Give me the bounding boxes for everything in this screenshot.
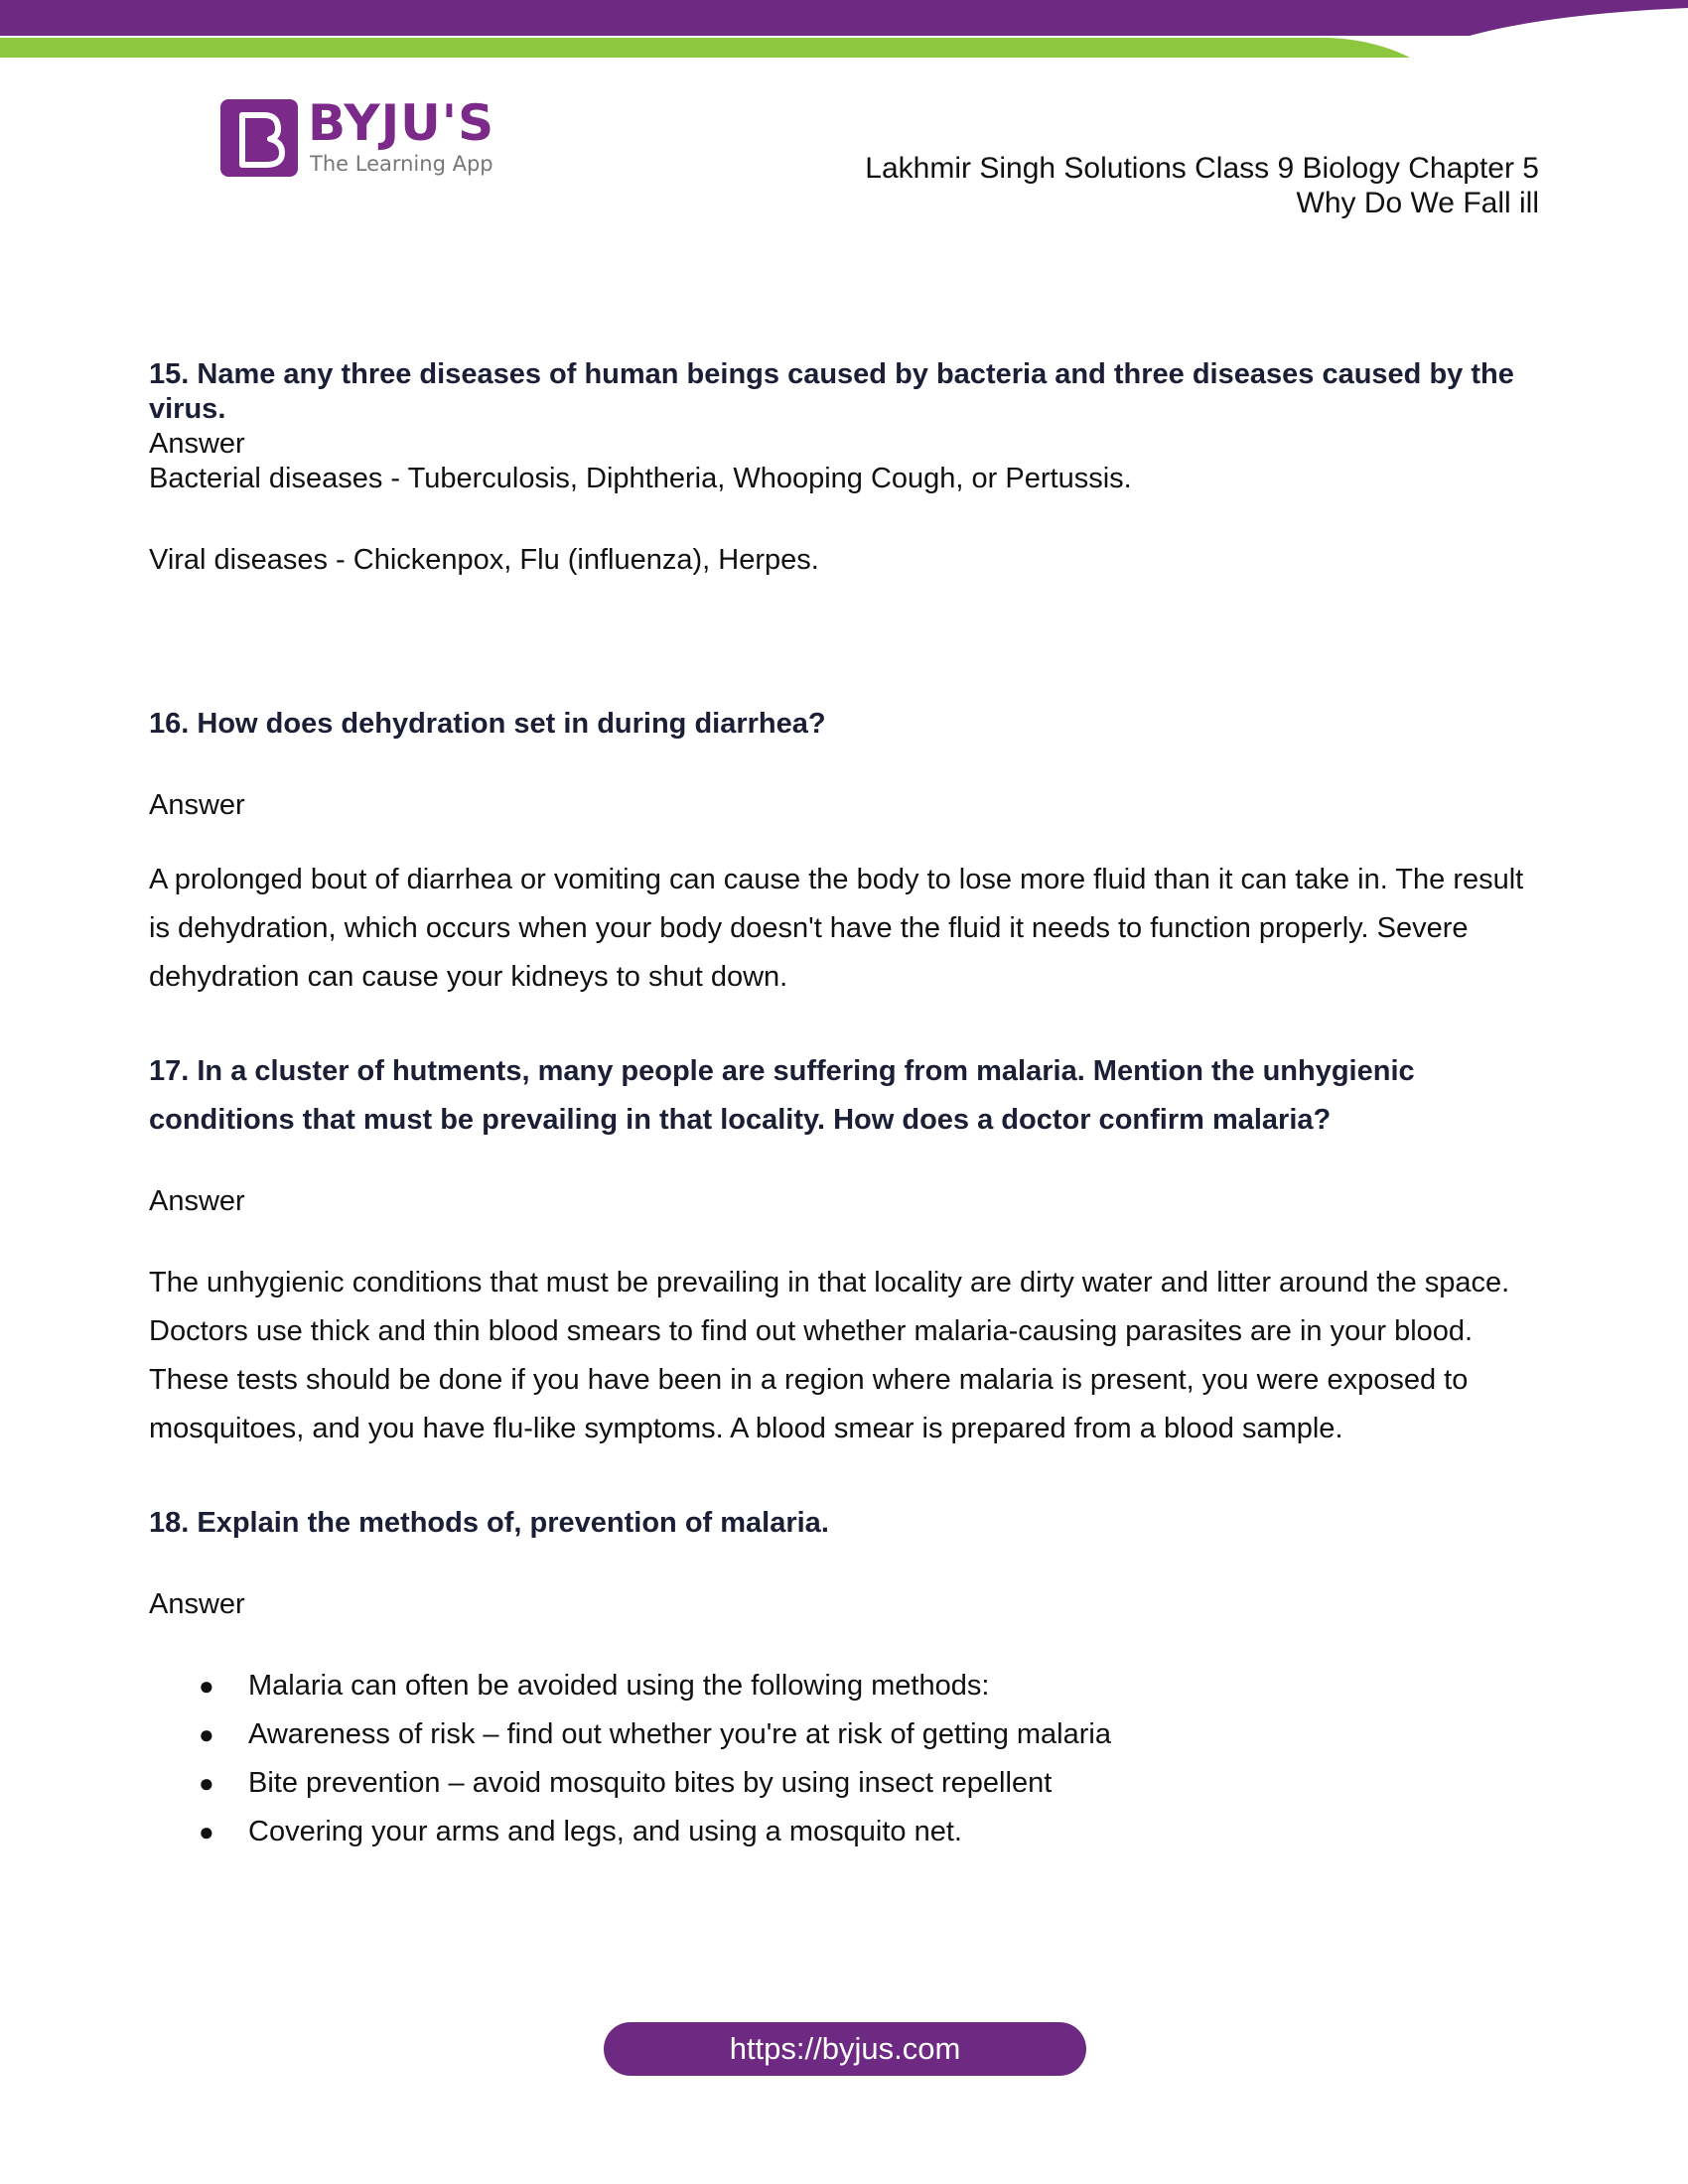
logo-wordmark: BYJU'S bbox=[308, 94, 495, 152]
document-title-line-1: Lakhmir Singh Solutions Class 9 Biology Chapter 5 bbox=[865, 152, 1539, 185]
answer-label-17: Answer bbox=[149, 1185, 245, 1217]
answer-15-bacterial: Bacterial diseases - Tuberculosis, Diphtheria, Whooping Cough, or Pertussis. bbox=[149, 463, 1132, 494]
byjus-logo bbox=[220, 95, 538, 179]
footer-url-link[interactable]: https://byjus.com bbox=[604, 2022, 1086, 2076]
question-15: 15. Name any three diseases of human beings caused by bacteria and three diseases caused by the virus. bbox=[149, 358, 1514, 425]
document-title-line-2: Why Do We Fall ill bbox=[1296, 187, 1539, 219]
question-18: 18. Explain the methods of, prevention of malaria. bbox=[149, 1507, 829, 1539]
logo-tagline: The Learning App bbox=[310, 152, 493, 176]
header-color-bands bbox=[0, 0, 1688, 69]
answer-16: A prolonged bout of diarrhea or vomiting can cause the body to lose more fluid than it can take in. The result is dehydration, which occurs when your body doesn't have the fluid it needs to function properly. Severe dehydration can cause your kidneys to shut down. bbox=[149, 864, 1524, 993]
list-item: ● Bite prevention – avoid mosquito bites by using insect repellent bbox=[199, 1767, 1053, 1799]
document-title bbox=[865, 151, 1539, 220]
malaria-prevention-list bbox=[149, 1662, 1539, 1856]
list-item: ● Malaria can often be avoided using the following methods: bbox=[199, 1670, 990, 1702]
list-item: ● Covering your arms and legs, and using a mosquito net. bbox=[199, 1816, 962, 1847]
byjus-b-icon bbox=[220, 99, 298, 177]
question-17: 17. In a cluster of hutments, many people are suffering from malaria. Mention the unhygienic conditions that must be prevailing in that locality. How does a doctor confirm malaria? bbox=[149, 1055, 1415, 1136]
document-body bbox=[149, 357, 1539, 1856]
answer-label-18: Answer bbox=[149, 1588, 245, 1620]
answer-label-16: Answer bbox=[149, 789, 245, 821]
answer-17: The unhygienic conditions that must be prevailing in that locality are dirty water and litter around the space. Doctors use thick and thin blood smears to find out whether malaria-causing parasites are in your blood. These tests should be done if you have been in a region where malaria is present, you were exposed to mosquitoes, and you have flu-like symptoms. A blood smear is prepared from a blood sample. bbox=[149, 1267, 1510, 1444]
answer-label-15: Answer bbox=[149, 428, 245, 460]
answer-15-viral: Viral diseases - Chickenpox, Flu (influenza), Herpes. bbox=[149, 544, 819, 576]
question-16: 16. How does dehydration set in during diarrhea? bbox=[149, 708, 826, 740]
list-item: ● Awareness of risk – find out whether you're at risk of getting malaria bbox=[199, 1718, 1111, 1750]
